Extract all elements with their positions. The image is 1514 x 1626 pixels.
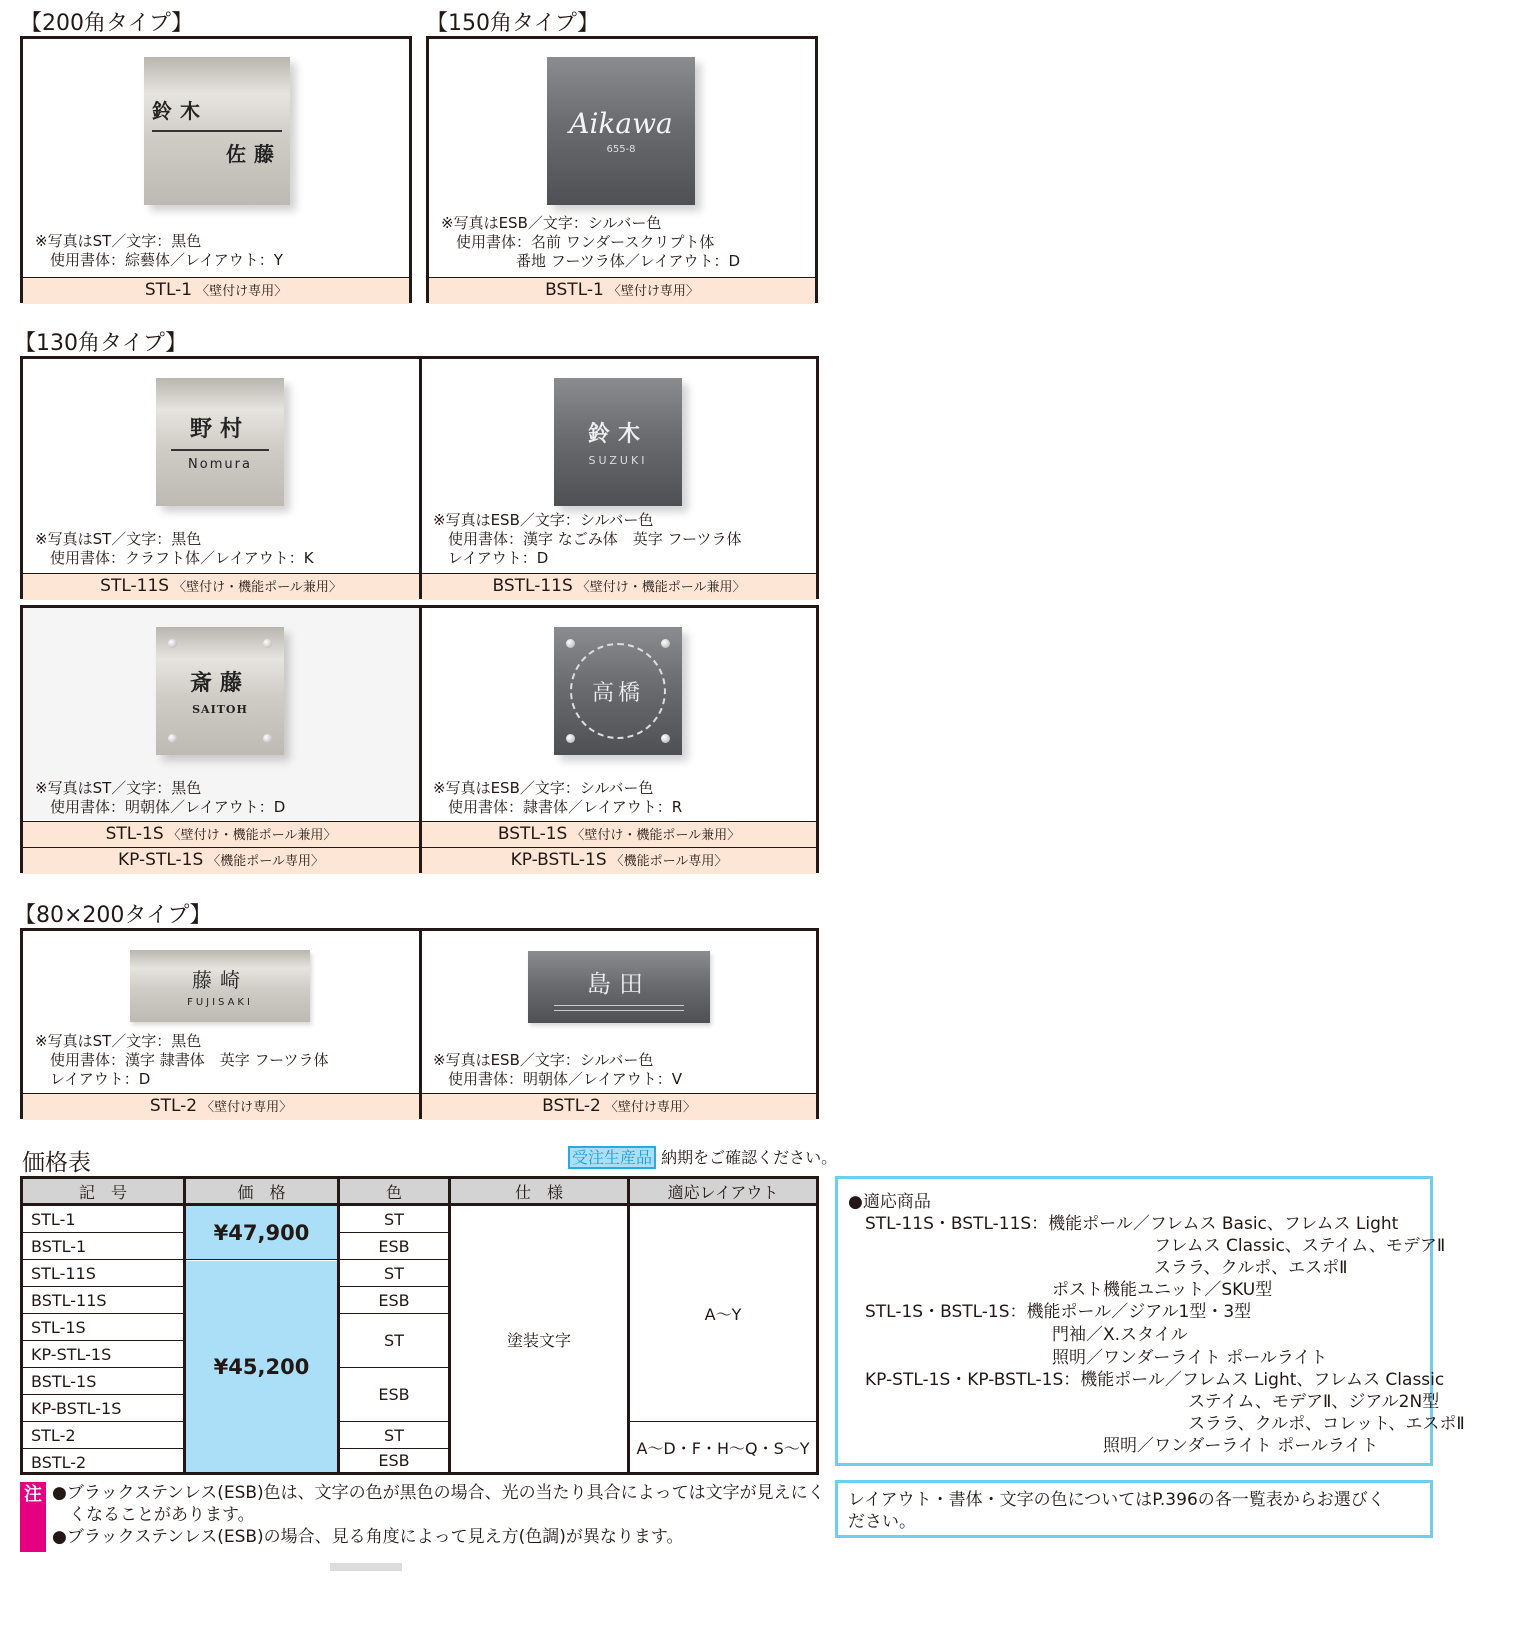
model-label: BSTL-1S 〈壁付け・機能ポール兼用〉 — [422, 821, 816, 848]
plate-roman: SAITOH — [192, 703, 248, 716]
note-badge: 注 — [20, 1482, 46, 1552]
plate-text: 藤崎 — [192, 968, 248, 992]
caption: ※写真はESB／文字：シルバー色 使用書体：明朝体／レイアウト：V — [433, 1051, 683, 1088]
plate-text: Aikawa — [569, 107, 673, 140]
table-row-model: STL-11S — [23, 1260, 183, 1287]
plate-roman: FUJISAKI — [187, 997, 253, 1008]
table-row-model: KP-STL-1S — [23, 1341, 183, 1368]
plate-text: 高橋 — [591, 680, 644, 706]
compatible-title: ●適応商品 — [848, 1192, 931, 1212]
plate-image-bstl-11s — [554, 378, 682, 506]
caption: ※写真はST／文字：黒色 使用書体：クラフト体／レイアウト：K — [35, 530, 314, 567]
reference-note-box — [835, 1480, 1433, 1538]
compatible-line: 照明／ワンダーライト ポールライト — [848, 1348, 1328, 1368]
delivery-note: 納期をご確認ください。 — [661, 1148, 838, 1167]
section-title-200: 【200角タイプ】 — [20, 11, 194, 36]
color-cell: ESB — [378, 1451, 410, 1470]
compatible-line: STL-11S・BSTL-11S：機能ポール／フレムス Basic、フレムス Light — [848, 1214, 1399, 1234]
product-card-stl-1 — [20, 36, 412, 303]
caption: ※写真はESB／文字：シルバー色 使用書体：隷書体／レイアウト：R — [433, 779, 683, 816]
price-cell: ¥45,200 — [186, 1261, 337, 1472]
compatible-line: スララ、クルポ、コレット、エスポⅡ — [848, 1414, 1465, 1434]
compatible-line: STL-1S・BSTL-1S：機能ポール／ジアル1型・3型 — [848, 1302, 1252, 1322]
table-row-model: KP-BSTL-1S — [23, 1395, 183, 1422]
model-label: BSTL-11S 〈壁付け・機能ポール兼用〉 — [422, 573, 816, 600]
product-row-1s — [20, 605, 819, 873]
price-table-title: 価格表 — [22, 1150, 91, 1176]
plate-text: 野村 — [189, 416, 250, 442]
plate-text: 鈴木 — [587, 421, 648, 447]
caption: ※写真はESB／文字：シルバー色 使用書体：名前 ワンダースクリプト体 番地 フーツラ体／レイアウト：D — [441, 214, 741, 270]
plate-image-stl-1 — [144, 57, 290, 205]
color-cell: ESB — [340, 1287, 448, 1314]
compatible-line: 門袖／X.スタイル — [848, 1325, 1188, 1345]
plate-image-stl-2 — [130, 950, 310, 1022]
plate-text: 佐藤 — [226, 142, 282, 166]
plate-text: 斎藤 — [189, 670, 250, 696]
header-price: 価 格 — [186, 1179, 337, 1206]
header-layout: 適応レイアウト — [630, 1179, 816, 1206]
plate-roman: Nomura — [188, 457, 252, 472]
product-row-11s — [20, 356, 819, 599]
scroll-indicator — [330, 1563, 402, 1571]
table-row-model: STL-1S — [23, 1314, 183, 1341]
model-label: STL-1 〈壁付け専用〉 — [23, 277, 409, 304]
color-cell: ESB — [340, 1233, 448, 1260]
compatible-line: KP-STL-1S・KP-BSTL-1S：機能ポール／フレムス Light、フレムス Classic — [848, 1370, 1445, 1390]
plate-image-bstl-1 — [547, 57, 695, 205]
model-label: STL-11S 〈壁付け・機能ポール兼用〉 — [23, 573, 419, 600]
color-cell: ESB — [340, 1368, 448, 1422]
color-cell: ST — [340, 1206, 448, 1233]
color-cell: ST — [340, 1422, 448, 1449]
price-cell: ¥47,900 — [186, 1206, 337, 1260]
color-cell: ST — [340, 1314, 448, 1368]
notes-text: ●ブラックステンレス(ESB)色は、文字の色が黒色の場合、光の当たり具合によっては文字が見えにく くなることがあります。 ●ブラックステンレス(ESB)の場合、見る角度によって見え方(色調)が異なります。 — [52, 1483, 825, 1547]
spec-cell: 塗装文字 — [506, 1330, 571, 1350]
table-row-model: STL-1 — [23, 1206, 183, 1233]
plate-text: 鈴木 — [152, 99, 208, 123]
price-table — [20, 1176, 819, 1475]
product-row-2 — [20, 928, 819, 1119]
layout-cell: A～D・F・H～Q・S～Y — [636, 1438, 810, 1458]
compatible-line: 照明／ワンダーライト ポールライト — [848, 1436, 1379, 1456]
product-card-bstl-1 — [426, 36, 818, 303]
table-row-model: STL-2 — [23, 1422, 183, 1449]
compatible-products-box — [835, 1176, 1465, 1466]
caption: ※写真はST／文字：黒色 使用書体：明朝体／レイアウト：D — [35, 779, 286, 816]
table-row-model: BSTL-11S — [23, 1287, 183, 1314]
compatible-line: スララ、クルポ、エスポⅡ — [848, 1258, 1348, 1278]
plate-image-stl-11s — [156, 378, 284, 506]
model-label: BSTL-2 〈壁付け専用〉 — [422, 1093, 816, 1120]
plate-roman: SUZUKI — [588, 454, 648, 467]
section-title-150: 【150角タイプ】 — [426, 11, 600, 36]
header-color: 色 — [340, 1179, 448, 1206]
section-title-80x200: 【80×200タイプ】 — [14, 903, 212, 928]
model-label: STL-2 〈壁付け専用〉 — [23, 1093, 419, 1120]
reference-line: レイアウト・書体・文字の色についてはP.396の各一覧表からお選びく — [848, 1490, 1385, 1510]
compatible-line: ステイム、モデアⅡ、ジアル2N型 — [848, 1392, 1440, 1412]
caption: ※写真はST／文字：黒色 使用書体：綜藝体／レイアウト：Y — [35, 232, 283, 269]
section-title-130: 【130角タイプ】 — [14, 331, 188, 356]
plate-text: 島田 — [587, 969, 651, 998]
model-label-kp: KP-BSTL-1S 〈機能ポール専用〉 — [422, 847, 816, 874]
made-to-order-badge: 受注生産品 — [568, 1146, 656, 1169]
layout-cell: A～Y — [630, 1206, 816, 1422]
table-row-model: BSTL-1 — [23, 1233, 183, 1260]
compatible-line: ポスト機能ユニット／SKU型 — [848, 1280, 1273, 1300]
model-label: STL-1S 〈壁付け・機能ポール兼用〉 — [23, 821, 419, 848]
caption: ※写真はESB／文字：シルバー色 使用書体：漢字 なごみ体 英字 フーツラ体 レイアウト：D — [433, 511, 742, 567]
plate-image-bstl-2 — [528, 951, 710, 1023]
caption: ※写真はST／文字：黒色 使用書体：漢字 隷書体 英字 フーツラ体 レイアウト：D — [35, 1032, 329, 1088]
wreath-icon — [570, 643, 666, 739]
table-row-model: BSTL-1S — [23, 1368, 183, 1395]
table-row-model: BSTL-2 — [31, 1453, 87, 1472]
reference-line: ださい。 — [848, 1512, 916, 1532]
plate-image-stl-1s — [156, 627, 284, 755]
color-cell: ST — [340, 1260, 448, 1287]
ornament-icon — [554, 1005, 684, 1011]
header-model: 記 号 — [23, 1179, 183, 1206]
model-label-kp: KP-STL-1S 〈機能ポール専用〉 — [23, 847, 419, 874]
made-to-order-note — [568, 1145, 837, 1168]
compatible-line: フレムス Classic、ステイム、モデアⅡ — [848, 1236, 1446, 1256]
plate-image-bstl-1s — [554, 627, 682, 755]
plate-number: 655-8 — [606, 144, 636, 155]
model-label: BSTL-1 〈壁付け専用〉 — [429, 277, 815, 304]
header-spec: 仕 様 — [451, 1179, 627, 1206]
